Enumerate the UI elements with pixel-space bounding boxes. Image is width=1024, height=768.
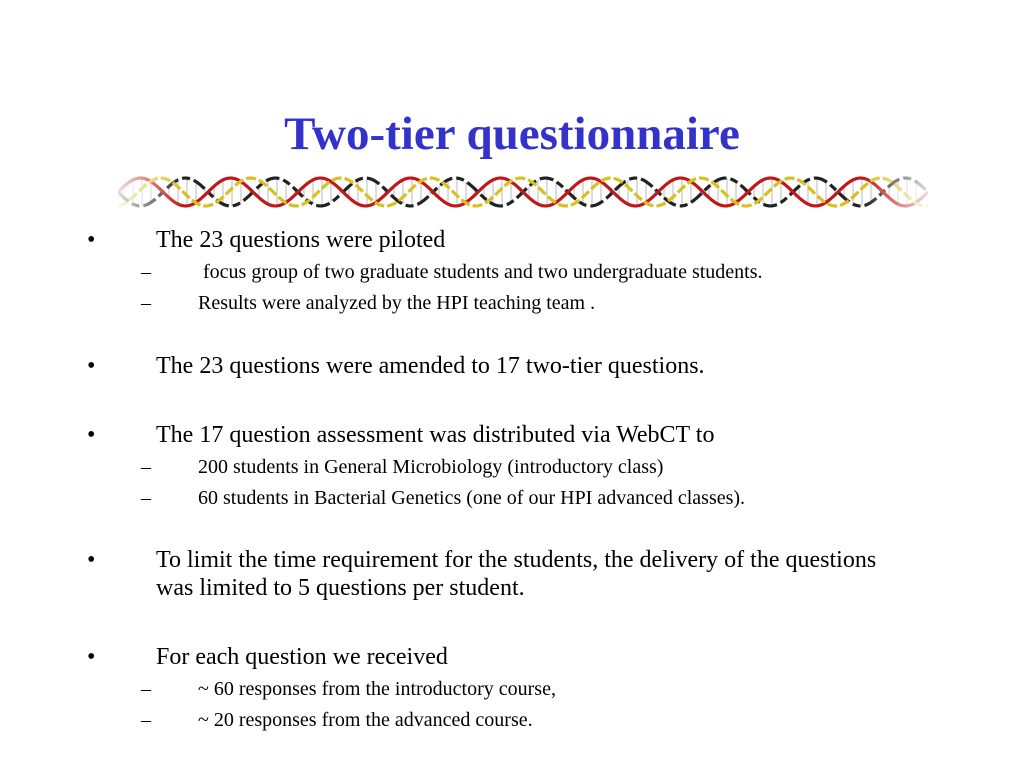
bullet-marker: • xyxy=(87,353,96,379)
bullet-item-3 xyxy=(87,421,715,449)
bullet-item-4 xyxy=(87,546,916,602)
sub-item xyxy=(141,486,746,510)
dash-marker: – xyxy=(141,456,151,478)
sub-item-text: 200 students in General Microbiology (introductory class) xyxy=(198,456,664,478)
sub-item xyxy=(141,455,664,479)
bullet-text: The 23 questions were piloted xyxy=(156,227,446,253)
sub-item xyxy=(141,291,596,315)
slide-title: Two-tier questionnaire xyxy=(284,108,740,160)
bullet-item-1 xyxy=(87,226,446,254)
bullet-marker: • xyxy=(87,547,96,573)
bullet-marker: • xyxy=(87,227,96,253)
dna-helix-divider xyxy=(118,172,928,212)
dash-marker: – xyxy=(141,261,151,283)
sub-item-text: ~ 60 responses from the introductory course, xyxy=(198,678,556,700)
bullet-marker: • xyxy=(87,644,96,670)
sub-item-text: focus group of two graduate students and two undergraduate students. xyxy=(198,261,763,283)
sub-item-text: 60 students in Bacterial Genetics (one of our HPI advanced classes). xyxy=(198,487,746,509)
bullet-text: The 17 question assessment was distributed via WebCT to xyxy=(156,422,715,448)
sub-item-text: Results were analyzed by the HPI teaching team . xyxy=(198,292,596,314)
dash-marker: – xyxy=(141,487,151,509)
dash-marker: – xyxy=(141,709,151,731)
bullet-text: For each question we received xyxy=(156,644,448,670)
sub-item xyxy=(141,708,533,732)
bullet-text: The 23 questions were amended to 17 two-tier questions. xyxy=(156,353,705,379)
bullet-marker: • xyxy=(87,422,96,448)
sub-item-text: ~ 20 responses from the advanced course. xyxy=(198,709,533,731)
bullet-text: To limit the time requirement for the students, the delivery of the questions was limited to 5 questions per student. xyxy=(156,547,877,601)
dash-marker: – xyxy=(141,678,151,700)
bullet-item-2 xyxy=(87,352,705,380)
sub-item xyxy=(141,260,763,284)
sub-item xyxy=(141,677,556,701)
bullet-item-5 xyxy=(87,643,448,671)
dash-marker: – xyxy=(141,292,151,314)
